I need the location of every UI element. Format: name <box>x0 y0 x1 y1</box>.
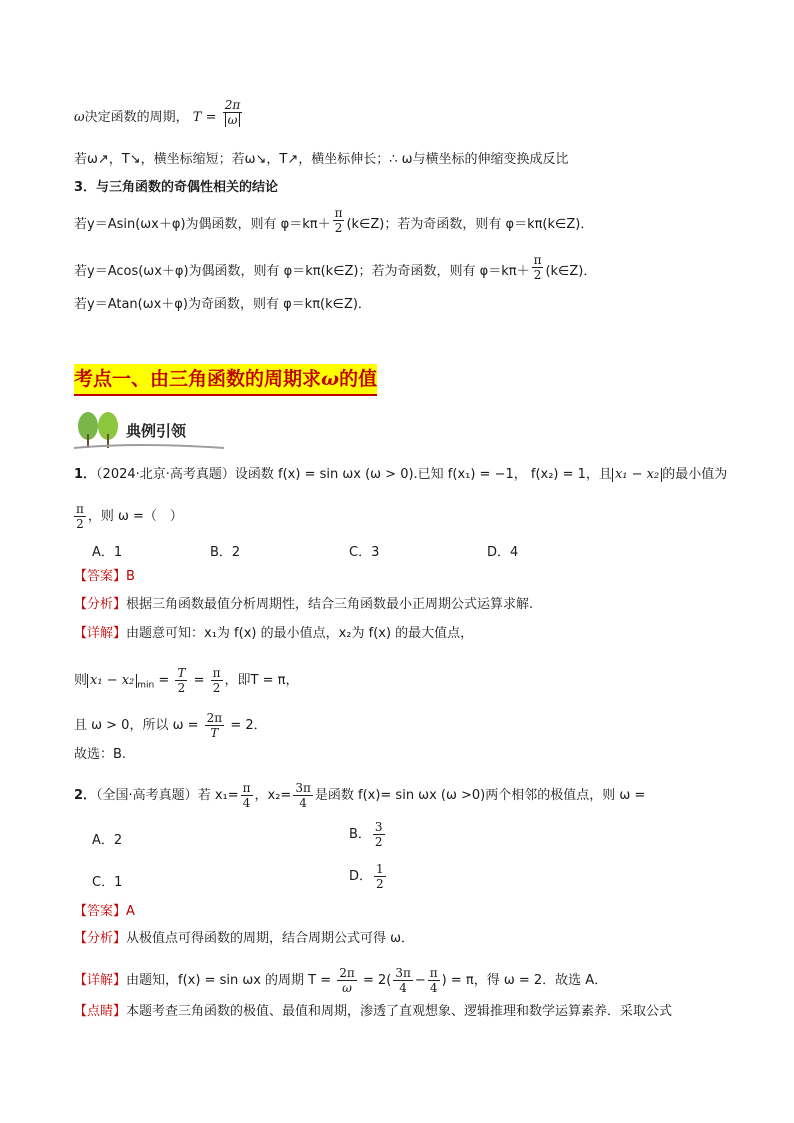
q1-stem: 1．（2024·北京·高考真题）设函数 f(x) = sin ωx (ω > 0).已知 f(x₁) = −1， f(x₂) = 1，且 x₁ − x₂ 的最小值为 <box>74 467 728 482</box>
example-banner <box>74 408 226 452</box>
pi-over-2-fraction: $\frac{\pi}{2}$ <box>334 206 343 235</box>
two-pi-over-t-fraction: $\frac{2\pi}{T}$ <box>206 711 223 740</box>
q2-comment: 【点睛】本题考查三角函数的极值、最值和周期，渗透了直观想象、逻辑推理和数学运算素养．采取公式 <box>74 1004 673 1019</box>
one-half-fraction: $\frac{1}{2}$ <box>376 862 384 891</box>
three-pi-over-4-fraction: $\frac{3\pi}{4}$ <box>395 966 411 995</box>
pi-over-4-fraction: $\frac{\pi}{4}$ <box>429 966 438 995</box>
q2-detail: 【详解】由题知，f(x) = sin ωx 的周期 T = $\frac{2\pi}{\omega}$ = 2( $\frac{3\pi}{4}$ − $\frac{\pi}{4}$ ) = π，得 ω = 2．故选 A． <box>74 966 608 995</box>
t-over-2-fraction: $\frac{T}{2}$ <box>177 666 186 695</box>
q2-option-b[interactable]: B． $\frac{3}{2}$ <box>349 820 383 849</box>
pi-over-2-fraction: $\frac{\pi}{2}$ <box>212 666 221 695</box>
period-formula-lhs: T = <box>192 110 217 125</box>
three-halves-fraction: $\frac{3}{2}$ <box>374 820 383 849</box>
q2-option-d[interactable]: D． $\frac{1}{2}$ <box>349 862 384 891</box>
stretch-line: 若ω↗，T↘，横坐标缩短；若ω↘，T↗，横坐标伸长；∴ ω与横坐标的伸缩变换成反比 <box>74 152 569 167</box>
section-heading: 考点一、由三角函数的周期求ω的值 <box>74 364 377 396</box>
cos-parity-line: 若y＝Acos(ωx＋φ)为偶函数，则有 φ＝kπ(k∈Z)；若为奇函数，则有 φ＝kπ＋ $\frac{\pi}{2}$ (k∈Z)． <box>74 253 597 282</box>
q1-analysis: 【分析】根据三角函数最值分析周期性，结合三角函数最小正周期公式运算求解. <box>74 597 534 612</box>
period-text: 决定函数的周期， <box>84 110 189 125</box>
section3-title: 3．与三角函数的奇偶性相关的结论 <box>74 180 279 195</box>
pi-over-2-fraction: $\frac{\pi}{2}$ <box>76 502 84 531</box>
q2-answer: 【答案】A <box>74 904 135 919</box>
q2-option-c[interactable]: C．1 <box>92 875 123 890</box>
q1-option-b[interactable]: B．2 <box>210 545 241 560</box>
omega-symbol: ω <box>74 110 85 125</box>
q1-answer: 【答案】B <box>74 569 135 584</box>
q2-analysis: 【分析】从极值点可得函数的周期，结合周期公式可得 ω． <box>74 931 415 946</box>
q1-conclusion: 故选：B. <box>74 747 127 762</box>
banner-label: 典例引领 <box>126 422 187 440</box>
pi-over-4-fraction: $\frac{\pi}{4}$ <box>242 781 251 810</box>
q1-step1: 则 x₁ − x₂ $_{min}$ = $\frac{T}{2}$ = $\frac{\pi}{2}$ ，即T = π， <box>74 666 299 695</box>
q1-step2: 且 ω > 0，所以 ω = $\frac{2\pi}{T}$ = 2． <box>74 711 267 740</box>
q1-stem-cont: $\frac{\pi}{2}$ ，则 ω =（ ） <box>76 502 183 531</box>
period-line <box>74 98 244 127</box>
q1-option-c[interactable]: C．3 <box>349 545 380 560</box>
sin-parity-line: 若y＝Asin(ωx＋φ)为偶函数，则有 φ＝kπ＋ $\frac{\pi}{2}$ (k∈Z)；若为奇函数，则有 φ＝kπ(k∈Z)． <box>74 206 594 235</box>
q1-option-d[interactable]: D．4 <box>487 545 519 560</box>
period-fraction: $\frac{2\pi}{\omega}$ <box>223 98 243 127</box>
tan-parity-line: 若y＝Atan(ωx＋φ)为奇函数，则有 φ＝kπ(k∈Z)． <box>74 297 371 312</box>
q1-detail: 【详解】由题意可知：x₁为 f(x) 的最小值点，x₂为 f(x) 的最大值点， <box>74 626 474 641</box>
q2-stem: 2．（全国·高考真题）若 x₁= $\frac{\pi}{4}$ ，x₂= $\frac{3\pi}{4}$ 是函数 f(x)= sin ωx (ω >0)两个相邻的极值点，则 ω = <box>74 781 646 810</box>
q1-option-a[interactable]: A．1 <box>92 545 123 560</box>
two-pi-over-omega-fraction: $\frac{2\pi}{\omega}$ <box>339 966 355 995</box>
three-pi-over-4-fraction: $\frac{3\pi}{4}$ <box>295 781 311 810</box>
pi-over-2-fraction: $\frac{\pi}{2}$ <box>533 253 542 282</box>
q2-option-a[interactable]: A．2 <box>92 833 123 848</box>
